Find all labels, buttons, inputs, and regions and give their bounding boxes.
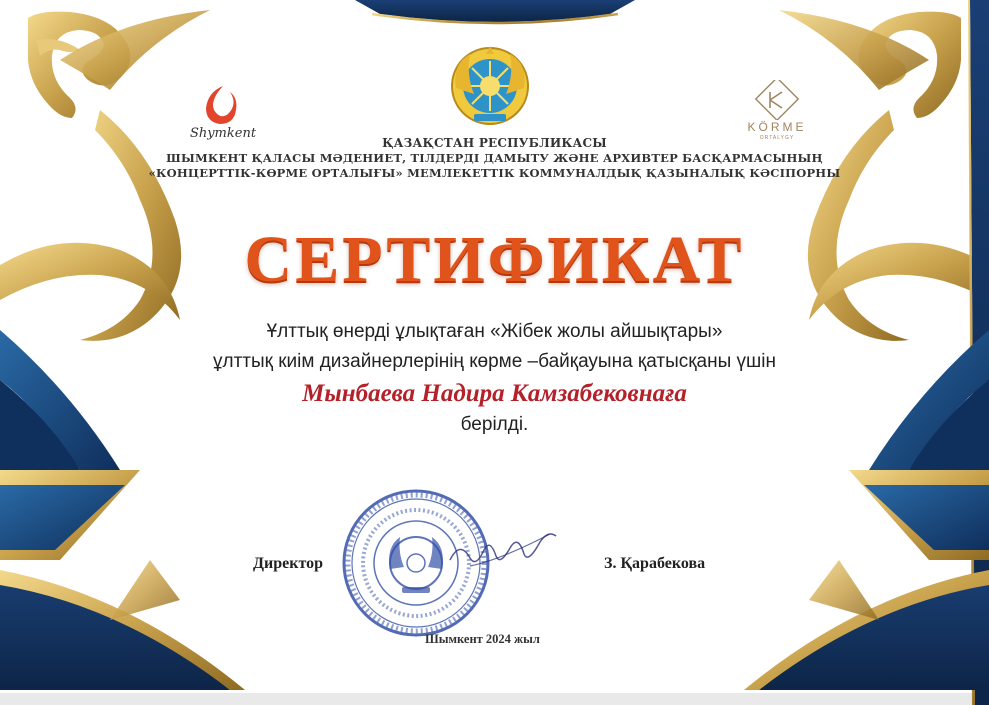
certificate-title: СЕРТИФИКАТ xyxy=(244,223,745,296)
header-department: ШЫМКЕНТ ҚАЛАСЫ МӘДЕНИЕТ, ТІЛДЕРДІ ДАМЫТУ ЖӘНЕ АРХИВТЕР БАСҚАРМАСЫНЫҢ xyxy=(166,151,823,165)
header-country: ҚАЗАҚСТАН РЕСПУБЛИКАСЫ xyxy=(382,136,607,150)
state-emblem-icon xyxy=(448,44,532,128)
shymkent-logo-text: Shymkent xyxy=(189,126,257,141)
korme-logo-text: KÖRME xyxy=(747,120,807,134)
director-label: Директор xyxy=(253,555,323,572)
shymkent-logo-icon xyxy=(178,82,268,128)
recipient-name: Мынбаева Надира Камзабековнаға xyxy=(302,380,687,407)
award-text-line-1: Ұлттық өнерді ұлықтаған «Жібек жолы айшықтары» xyxy=(266,321,723,342)
signature-icon xyxy=(440,520,560,580)
signer-name: З. Қарабекова xyxy=(604,555,706,572)
award-text-given: берілді. xyxy=(460,414,529,435)
korme-logo-subtext: ORTALYGY xyxy=(759,135,795,141)
place-and-year: Шымкент 2024 жыл xyxy=(425,632,540,646)
award-text-line-2: ұлттық киім дизайнерлерінің көрме –байқауына қатысқаны үшін xyxy=(212,351,776,372)
header-organization: «КОНЦЕРТТІК-КӨРМЕ ОРТАЛЫҒЫ» МЕМЛЕКЕТТІК КОММУНАЛДЫҚ ҚАЗЫНАЛЫҚ КӘСІПОРНЫ xyxy=(148,166,841,180)
korme-logo-icon xyxy=(732,80,822,120)
